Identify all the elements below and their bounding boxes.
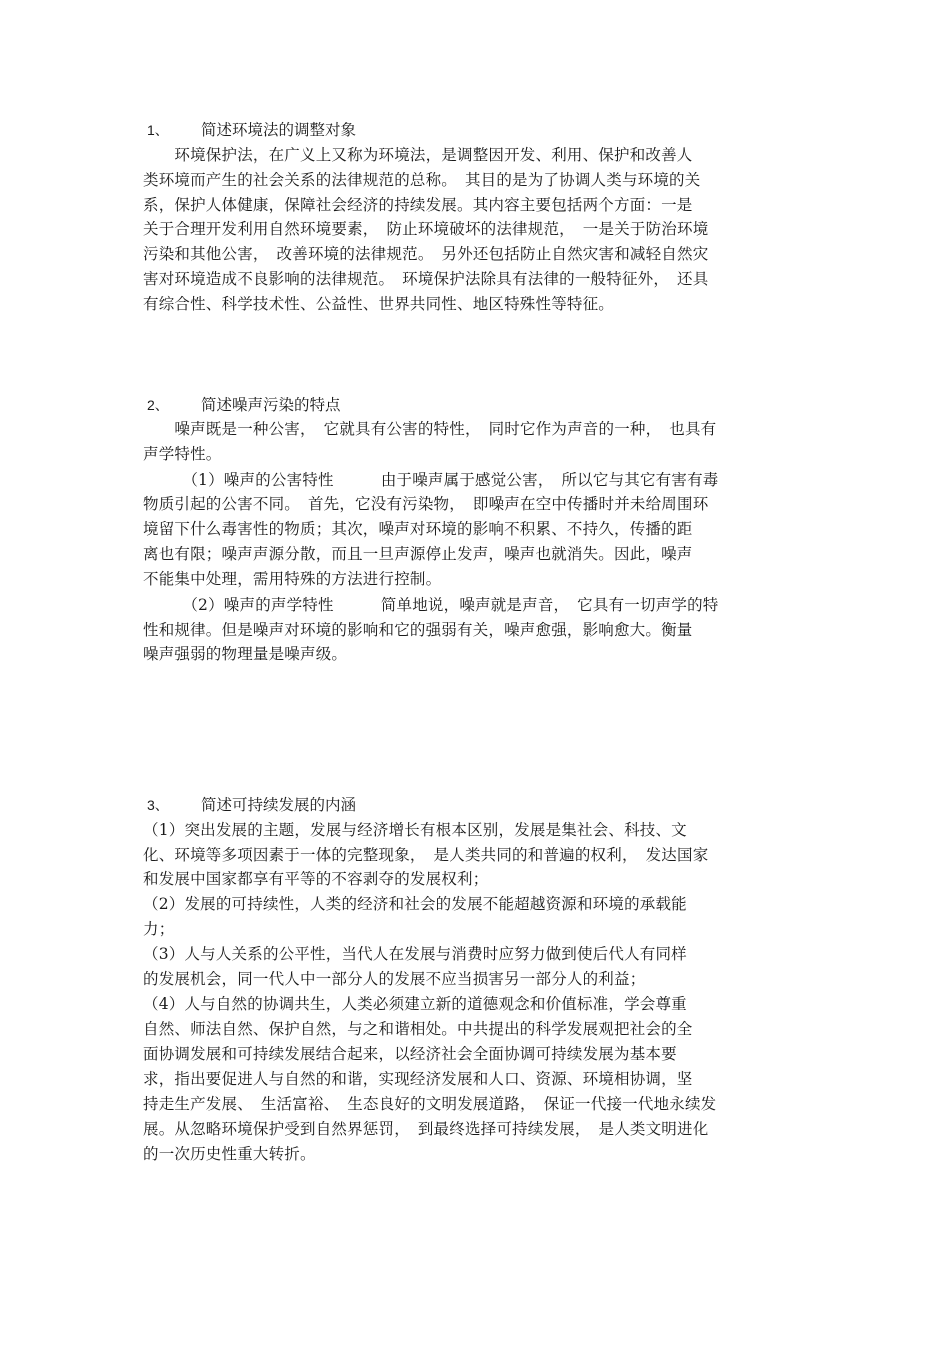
paragraph-line: 污染和其他公害， 改善环境的法律规范。 另外还包括防止自然灾害和减轻自然灾 bbox=[143, 245, 709, 263]
paragraph-line: 不能集中处理，需用特殊的方法进行控制。 bbox=[143, 570, 442, 588]
paragraph-line: 自然、师法自然、保护自然，与之和谐相处。中共提出的科学发展观把社会的全 bbox=[143, 1020, 693, 1038]
paragraph-line: 环境保护法，在广义上又称为环境法，是调整因开发、利用、保护和改善人 bbox=[143, 146, 693, 164]
paragraph-line: 化、环境等多项因素于一体的完整现象， 是人类共同的和普遍的权利， 发达国家 bbox=[143, 846, 709, 864]
paragraph-line: 的发展机会，同一代人中一部分人的发展不应当损害另一部分人的利益； bbox=[143, 970, 646, 988]
paragraph-line: （3）人与人关系的公平性，当代人在发展与消费时应努力做到使后代人有同样 bbox=[143, 945, 687, 963]
paragraph-line: 类环境而产生的社会关系的法律规范的总称。 其目的是为了协调人类与环境的关 bbox=[143, 171, 701, 189]
section-title: 简述环境法的调整对象 bbox=[201, 121, 357, 139]
paragraph-line: 关于合理开发利用自然环境要素， 防止环境破坏的法律规范， 一是关于防治环境 bbox=[143, 220, 709, 238]
paragraph-line: 声学特性。 bbox=[143, 445, 222, 463]
paragraph-line: 境留下什么毒害性的物质；其次，噪声对环境的影响不积累、不持久，传播的距 bbox=[143, 520, 693, 538]
paragraph-line: 持走生产发展、 生活富裕、 生态良好的文明发展道路， 保证一代接一代地永续发 bbox=[143, 1095, 717, 1113]
paragraph-line: 害对环境造成不良影响的法律规范。 环境保护法除具有法律的一般特征外， 还具 bbox=[143, 270, 709, 288]
paragraph-line: 物质引起的公害不同。 首先，它没有污染物， 即噪声在空中传播时并未给周围环 bbox=[143, 495, 709, 513]
paragraph-line: 有综合性、科学技术性、公益性、世界共同性、地区特殊性等特征。 bbox=[143, 295, 615, 313]
paragraph-line: 展。从忽略环境保护受到自然界惩罚， 到最终选择可持续发展， 是人类文明进化 bbox=[143, 1120, 709, 1138]
paragraph-line: （1）噪声的公害特性 由于噪声属于感觉公害， 所以它与其它有害有毒 bbox=[143, 471, 719, 489]
section-number: 2、 bbox=[147, 397, 169, 413]
paragraph-line: 噪声强弱的物理量是噪声级。 bbox=[143, 645, 348, 663]
paragraph-line: （1）突出发展的主题，发展与经济增长有根本区别，发展是集社会、科技、文 bbox=[143, 821, 687, 839]
paragraph-line: （2）噪声的声学特性 简单地说，噪声就是声音， 它具有一切声学的特 bbox=[143, 596, 719, 614]
paragraph-line: （4）人与自然的协调共生，人类必须建立新的道德观念和价值标准，学会尊重 bbox=[143, 995, 687, 1013]
section-title: 简述噪声污染的特点 bbox=[201, 396, 341, 414]
paragraph-line: 离也有限；噪声声源分散，而且一旦声源停止发声，噪声也就消失。因此，噪声 bbox=[143, 545, 693, 563]
section-number: 1、 bbox=[147, 122, 169, 138]
section-title: 简述可持续发展的内涵 bbox=[201, 796, 357, 814]
paragraph-line: 力； bbox=[143, 920, 175, 938]
paragraph-line: 面协调发展和可持续发展结合起来，以经济社会全面协调可持续发展为基本要 bbox=[143, 1045, 677, 1063]
paragraph-line: 求，指出要促进人与自然的和谐，实现经济发展和人口、资源、环境相协调，坚 bbox=[143, 1070, 693, 1088]
paragraph-line: （2）发展的可持续性，人类的经济和社会的发展不能超越资源和环境的承载能 bbox=[143, 895, 687, 913]
paragraph-line: 和发展中国家都享有平等的不容剥夺的发展权利； bbox=[143, 870, 489, 888]
paragraph-line: 性和规律。但是噪声对环境的影响和它的强弱有关，噪声愈强，影响愈大。衡量 bbox=[143, 621, 693, 639]
section-number: 3、 bbox=[147, 797, 169, 813]
paragraph-line: 噪声既是一种公害， 它就具有公害的特性， 同时它作为声音的一种， 也具有 bbox=[143, 420, 717, 438]
paragraph-line: 系，保护人体健康，保障社会经济的持续发展。其内容主要包括两个方面：一是 bbox=[143, 196, 693, 214]
paragraph-line: 的一次历史性重大转折。 bbox=[143, 1145, 316, 1163]
